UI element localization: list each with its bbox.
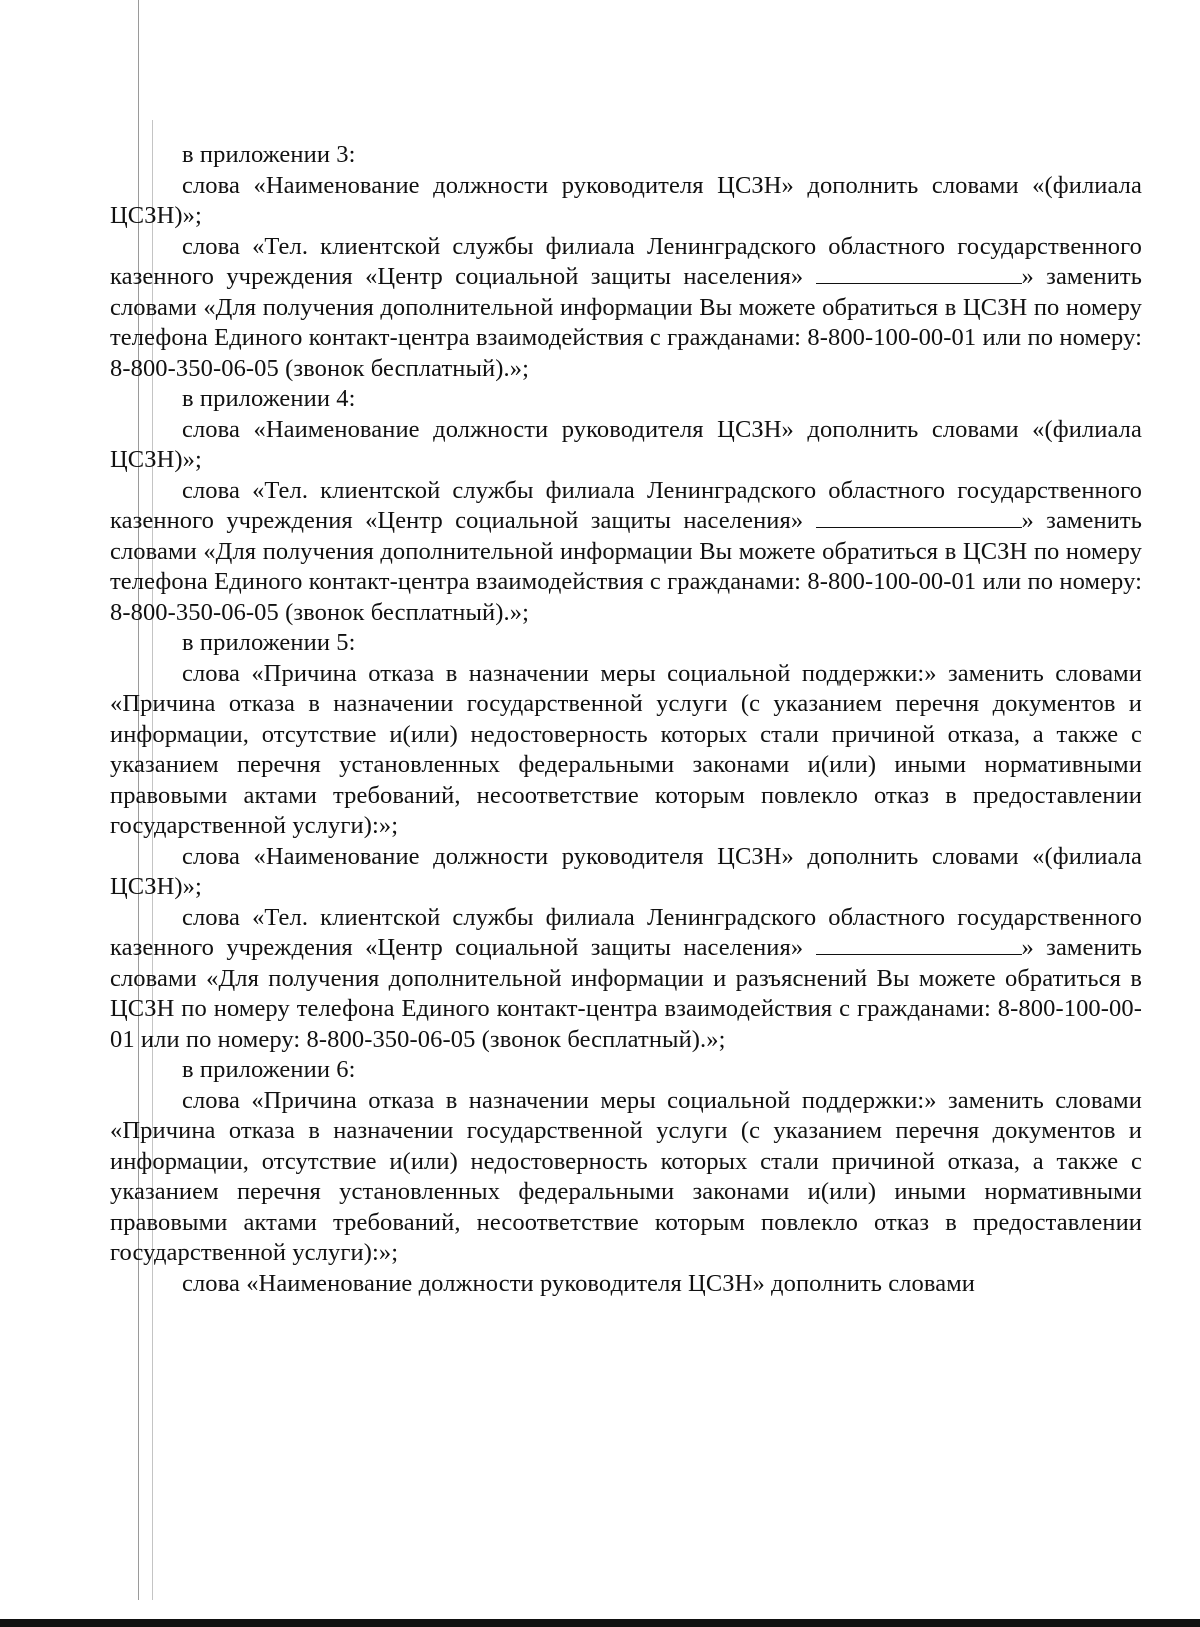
paragraph: в приложении 4: xyxy=(182,385,356,412)
paragraph: слова «Наименование должности руководителя ЦСЗН» дополнить словами «(филиала ЦСЗН)»; xyxy=(110,171,1142,229)
paragraph: слова «Наименование должности руководителя ЦСЗН» дополнить словами xyxy=(182,1269,976,1297)
paragraph-text: » заменить словами «Для получения дополнительной информации Вы можете обратиться в ЦСЗН по номеру телефона Единого контакт-центра взаимодействия с гражданами: 8-800-100-00-01 или по номеру: 8-800-350-06-05 (звонок бесплатный).»; xyxy=(110,263,1142,382)
paragraph-text: » заменить словами «Для получения дополнительной информации Вы можете обратиться в ЦСЗН по номеру телефона Единого контакт-центра взаимодействия с гражданами: 8-800-100-00-01 или по номеру: 8-800-350-06-05 (звонок бесплатный).»; xyxy=(110,507,1142,626)
paragraph: слова «Причина отказа в назначении меры социальной поддержки:» заменить словами «Причина отказа в назначении государственной услуги (с указанием перечня документов и информации, отсутствие и(или) недостоверность которых стали причиной отказа, а также с указанием перечня установленных федеральными законами и(или) иными нормативными правовыми актами требований, несоответствие которым повлекло отказ в предоставлении государственной услуги):»; xyxy=(110,1086,1142,1266)
blank-underline xyxy=(816,265,1022,284)
paragraph: слова «Причина отказа в назначении меры социальной поддержки:» заменить словами «Причина отказа в назначении государственной услуги (с указанием перечня документов и информации, отсутствие и(или) недостоверность которых стали причиной отказа, а также с указанием перечня установленных федеральными законами и(или) иными нормативными правовыми актами требований, несоответствие которым повлекло отказ в предоставлении государственной услуги):»; xyxy=(110,659,1142,839)
paragraph-text: слова «Тел. клиентской службы филиала Ленинградского областного государственного казенного учреждения «Центр социальной защиты населения» xyxy=(110,903,1142,961)
paragraph-text: слова «Тел. клиентской службы филиала Ленинградского областного государственного казенного учреждения «Центр социальной защиты населения» xyxy=(110,476,1142,534)
paragraph xyxy=(110,476,1142,629)
paragraph: слова «Наименование должности руководителя ЦСЗН» дополнить словами «(филиала ЦСЗН)»; xyxy=(110,415,1142,473)
paragraph: в приложении 6: xyxy=(182,1056,356,1083)
blank-underline xyxy=(816,509,1022,528)
paragraph: в приложении 3: xyxy=(182,141,356,168)
blank-underline xyxy=(816,936,1022,955)
paragraph-text: слова «Тел. клиентской службы филиала Ленинградского областного государственного казенного учреждения «Центр социальной защиты населения» xyxy=(110,232,1142,290)
paragraph-text: » заменить словами «Для получения дополнительной информации и разъяснений Вы можете обратиться в ЦСЗН по номеру телефона Единого контакт-центра взаимодействия с гражданами: 8-800-100-00-01 или по номеру: 8-800-350-06-05 (звонок бесплатный).»; xyxy=(110,934,1142,1053)
paragraph xyxy=(110,232,1142,385)
scan-bottom-edge xyxy=(0,1619,1200,1627)
paragraph: слова «Наименование должности руководителя ЦСЗН» дополнить словами «(филиала ЦСЗН)»; xyxy=(110,842,1142,900)
paragraph xyxy=(110,903,1142,1056)
paragraph: в приложении 5: xyxy=(182,629,356,656)
document-body xyxy=(110,140,1142,1299)
